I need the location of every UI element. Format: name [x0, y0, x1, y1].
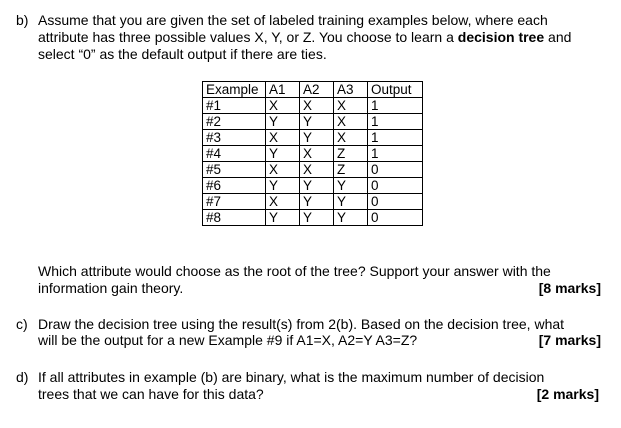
cell-a3: X	[334, 130, 368, 146]
part-d-line-1: If all attributes in example (b) are binary, what is the maximum number of decision	[38, 369, 545, 385]
cell-example: #5	[203, 162, 266, 178]
table-header-row	[203, 82, 423, 98]
cell-a2: Y	[300, 130, 334, 146]
part-c-label: c)	[16, 316, 28, 332]
cell-output: 1	[368, 130, 423, 146]
cell-a3: X	[334, 114, 368, 130]
cell-output: 0	[368, 178, 423, 194]
cell-a1: Y	[266, 210, 300, 226]
training-examples-table	[202, 81, 423, 226]
cell-a3: Y	[334, 210, 368, 226]
table-row	[203, 178, 423, 194]
part-c-line-2: will be the output for a new Example #9 if A1=X, A2=Y A3=Z?	[38, 332, 418, 348]
header-output: Output	[368, 82, 423, 98]
part-b-question-line-2: information gain theory.	[38, 280, 184, 296]
cell-example: #6	[203, 178, 266, 194]
cell-output: 0	[368, 162, 423, 178]
cell-a1: Y	[266, 178, 300, 194]
cell-example: #8	[203, 210, 266, 226]
cell-a1: Y	[266, 146, 300, 162]
cell-example: #1	[203, 98, 266, 114]
table-row	[203, 98, 423, 114]
cell-output: 0	[368, 194, 423, 210]
cell-a1: X	[266, 98, 300, 114]
cell-a3: Y	[334, 194, 368, 210]
table-row	[203, 146, 423, 162]
header-example: Example	[203, 82, 266, 98]
cell-output: 1	[368, 98, 423, 114]
part-b-question-line-1: Which attribute would choose as the root of the tree? Support your answer with the	[38, 263, 551, 279]
header-a1: A1	[266, 82, 300, 98]
decision-tree-term: decision tree	[457, 29, 545, 45]
cell-a3: X	[334, 98, 368, 114]
cell-a2: Y	[300, 178, 334, 194]
table-row	[203, 114, 423, 130]
cell-a2: Y	[300, 194, 334, 210]
cell-a2: X	[300, 146, 334, 162]
cell-a1: X	[266, 162, 300, 178]
part-c-line-1: Draw the decision tree using the result(s) from 2(b). Based on the decision tree, what	[38, 316, 565, 332]
part-b-line-1: Assume that you are given the set of labeled training examples below, where each	[38, 12, 548, 28]
part-b-line-2-start: attribute has three possible values X, Y, or Z. You choose to learn a	[38, 29, 458, 45]
header-a3: A3	[334, 82, 368, 98]
table-row	[203, 130, 423, 146]
part-d-line-2: trees that we can have for this data?	[38, 386, 264, 402]
cell-a2: Y	[300, 114, 334, 130]
part-b-marks: [8 marks]	[538, 280, 601, 296]
cell-output: 0	[368, 210, 423, 226]
cell-output: 1	[368, 114, 423, 130]
cell-a1: X	[266, 130, 300, 146]
table-row	[203, 210, 423, 226]
part-d-label: d)	[16, 369, 29, 385]
cell-example: #4	[203, 146, 266, 162]
part-b-line-2	[38, 29, 571, 45]
table-row	[203, 194, 423, 210]
table-row	[203, 162, 423, 178]
cell-a1: Y	[266, 114, 300, 130]
cell-a2: X	[300, 162, 334, 178]
part-b-label: b)	[16, 12, 29, 28]
part-d-marks: [2 marks]	[536, 386, 599, 402]
cell-a1: X	[266, 194, 300, 210]
part-b-line-2-end: and	[544, 29, 572, 45]
cell-output: 1	[368, 146, 423, 162]
cell-a3: Y	[334, 178, 368, 194]
cell-a3: Z	[334, 162, 368, 178]
cell-a2: X	[300, 98, 334, 114]
cell-example: #7	[203, 194, 266, 210]
header-a2: A2	[300, 82, 334, 98]
cell-example: #2	[203, 114, 266, 130]
part-c-marks: [7 marks]	[538, 332, 601, 348]
cell-a2: Y	[300, 210, 334, 226]
part-b-line-3: select “0” as the default output if there are ties.	[38, 46, 327, 62]
cell-example: #3	[203, 130, 266, 146]
cell-a3: Z	[334, 146, 368, 162]
